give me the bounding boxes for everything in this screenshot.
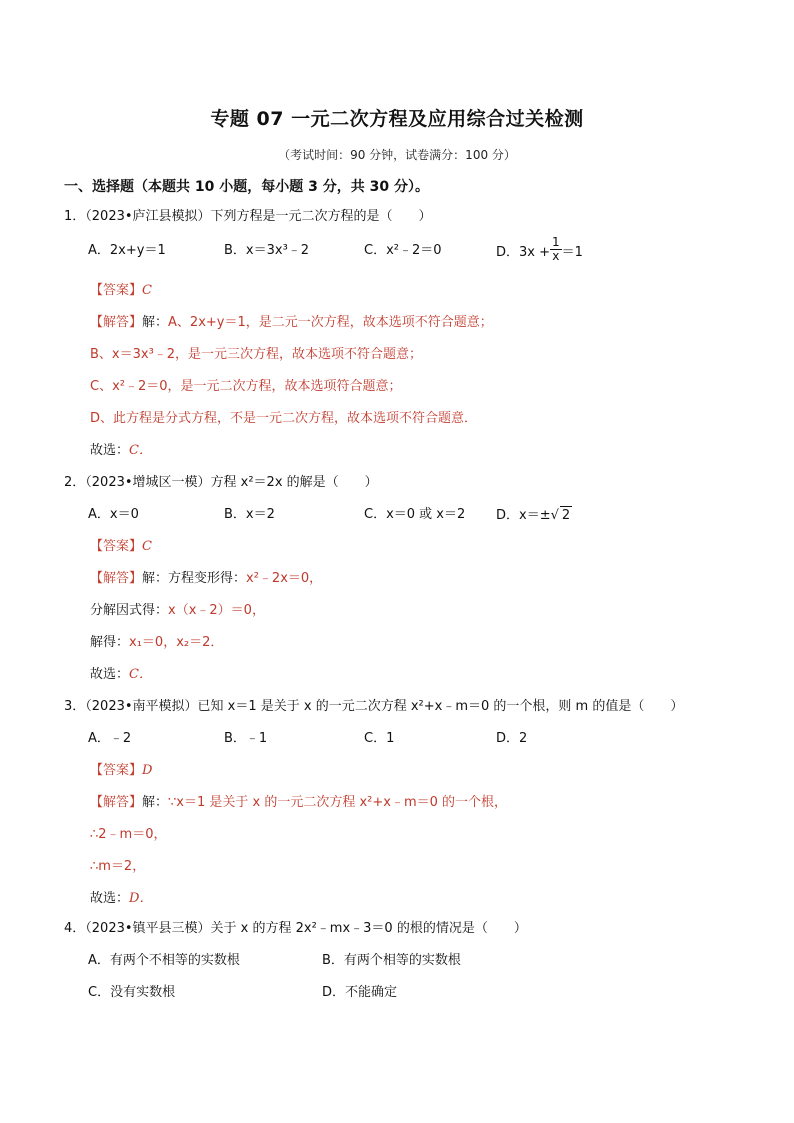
choice-label: 故选： bbox=[90, 667, 130, 682]
question-2-stem: 2．（2023•增城区一模）方程 x²＝2x 的解是（ ） bbox=[64, 475, 378, 490]
roots-label: 解得： bbox=[90, 635, 130, 650]
sqrt-sign: √ bbox=[550, 508, 559, 523]
option-a: A．x＝0 bbox=[88, 507, 139, 522]
solution-head: 解： bbox=[142, 315, 169, 330]
question-2-roots-line bbox=[90, 634, 223, 652]
option-d-suffix: ＝1 bbox=[561, 245, 583, 260]
answer-tag: 【答案】 bbox=[90, 283, 143, 298]
solution-head: 解： bbox=[142, 795, 169, 810]
question-1-choice bbox=[90, 442, 152, 460]
solution-line: A、2x+y＝1，是二元一次方程，故本选项不符合题意； bbox=[168, 315, 493, 330]
solution-tag: 【解答】 bbox=[90, 315, 143, 330]
question-1-solution-head bbox=[90, 314, 493, 332]
question-3-solution-step-2: ∴2﹣m＝0， bbox=[90, 827, 167, 842]
answer-value: C bbox=[142, 283, 152, 298]
factor-value: x（x﹣2）＝0， bbox=[168, 603, 265, 618]
choice-value: D． bbox=[129, 891, 153, 906]
solution-line: ∵x＝1 是关于 x 的一元二次方程 x²+x﹣m＝0 的一个根， bbox=[168, 795, 508, 810]
exam-info: （考试时间：90 分钟，试卷满分：100 分） bbox=[278, 148, 516, 162]
question-2-choice bbox=[90, 666, 152, 684]
section-heading: 一、选择题（本题共 10 小题，每小题 3 分，共 30 分）。 bbox=[64, 179, 429, 195]
solution-tag: 【解答】 bbox=[90, 571, 143, 586]
option-d-prefix: D．3x + bbox=[496, 245, 550, 260]
question-1-stem: 1．（2023•庐江县模拟）下列方程是一元二次方程的是（ ） bbox=[64, 209, 432, 224]
answer-value: C bbox=[142, 539, 152, 554]
factor-label: 分解因式得： bbox=[90, 603, 169, 618]
choice-value: C． bbox=[129, 667, 152, 682]
solution-head: 解：方程变形得： bbox=[142, 571, 247, 586]
choice-label: 故选： bbox=[90, 891, 130, 906]
solution-tag: 【解答】 bbox=[90, 795, 143, 810]
question-3-answer bbox=[90, 762, 152, 780]
fraction-numerator: 1 bbox=[552, 235, 560, 249]
question-2-factor-line bbox=[90, 602, 265, 620]
question-3-solution-step-3: ∴m＝2， bbox=[90, 859, 146, 874]
page-title: 专题 07 一元二次方程及应用综合过关检测 bbox=[210, 108, 584, 130]
answer-tag: 【答案】 bbox=[90, 539, 143, 554]
choice-value: C． bbox=[129, 443, 152, 458]
option-c: C．x²﹣2＝0 bbox=[364, 243, 442, 258]
option-a: A．﹣2 bbox=[88, 731, 132, 746]
option-d bbox=[496, 506, 572, 525]
option-c: C．1 bbox=[364, 731, 395, 746]
fraction bbox=[550, 236, 562, 263]
question-1-solution-b: B、x＝3x³﹣2，是一元三次方程，故本选项不符合题意； bbox=[90, 347, 423, 362]
answer-tag: 【答案】 bbox=[90, 763, 143, 778]
question-3-choice bbox=[90, 890, 152, 908]
question-1-solution-d: D、此方程是分式方程，不是一元二次方程，故本选项不符合题意． bbox=[90, 411, 478, 426]
question-2-solution-head bbox=[90, 570, 322, 588]
option-d-prefix: D．x＝± bbox=[496, 508, 551, 523]
answer-value: D bbox=[142, 763, 153, 778]
option-c: C．没有实数根 bbox=[88, 985, 176, 1000]
question-3-stem: 3．（2023•南平模拟）已知 x＝1 是关于 x 的一元二次方程 x²+x﹣m＝0 的一个根，则 m 的值是（ ） bbox=[64, 699, 684, 714]
option-d bbox=[496, 235, 583, 263]
question-4-stem: 4．（2023•镇平县三模）关于 x 的方程 2x²﹣mx﹣3＝0 的根的情况是（ ） bbox=[64, 921, 527, 936]
option-c: C．x＝0 或 x＝2 bbox=[364, 507, 466, 522]
solution-value: x²﹣2x＝0， bbox=[246, 571, 323, 586]
option-b: B．x＝3x³﹣2 bbox=[224, 243, 310, 258]
question-3-solution-head bbox=[90, 794, 507, 812]
radicand: 2 bbox=[561, 508, 571, 523]
option-a: A．有两个不相等的实数根 bbox=[88, 953, 240, 968]
choice-label: 故选： bbox=[90, 443, 130, 458]
option-b: B．有两个相等的实数根 bbox=[322, 953, 461, 968]
fraction-denominator: x bbox=[552, 249, 560, 263]
question-1-answer bbox=[90, 282, 152, 300]
question-1-solution-c: C、x²﹣2＝0，是一元二次方程，故本选项符合题意； bbox=[90, 379, 402, 394]
roots-value: x₁＝0，x₂＝2． bbox=[129, 635, 224, 650]
option-b: B．x＝2 bbox=[224, 507, 275, 522]
option-a: A．2x+y＝1 bbox=[88, 243, 166, 258]
option-d: D．2 bbox=[496, 731, 528, 746]
question-2-answer bbox=[90, 538, 152, 556]
option-d: D．不能确定 bbox=[322, 985, 398, 1000]
option-b: B．﹣1 bbox=[224, 731, 268, 746]
